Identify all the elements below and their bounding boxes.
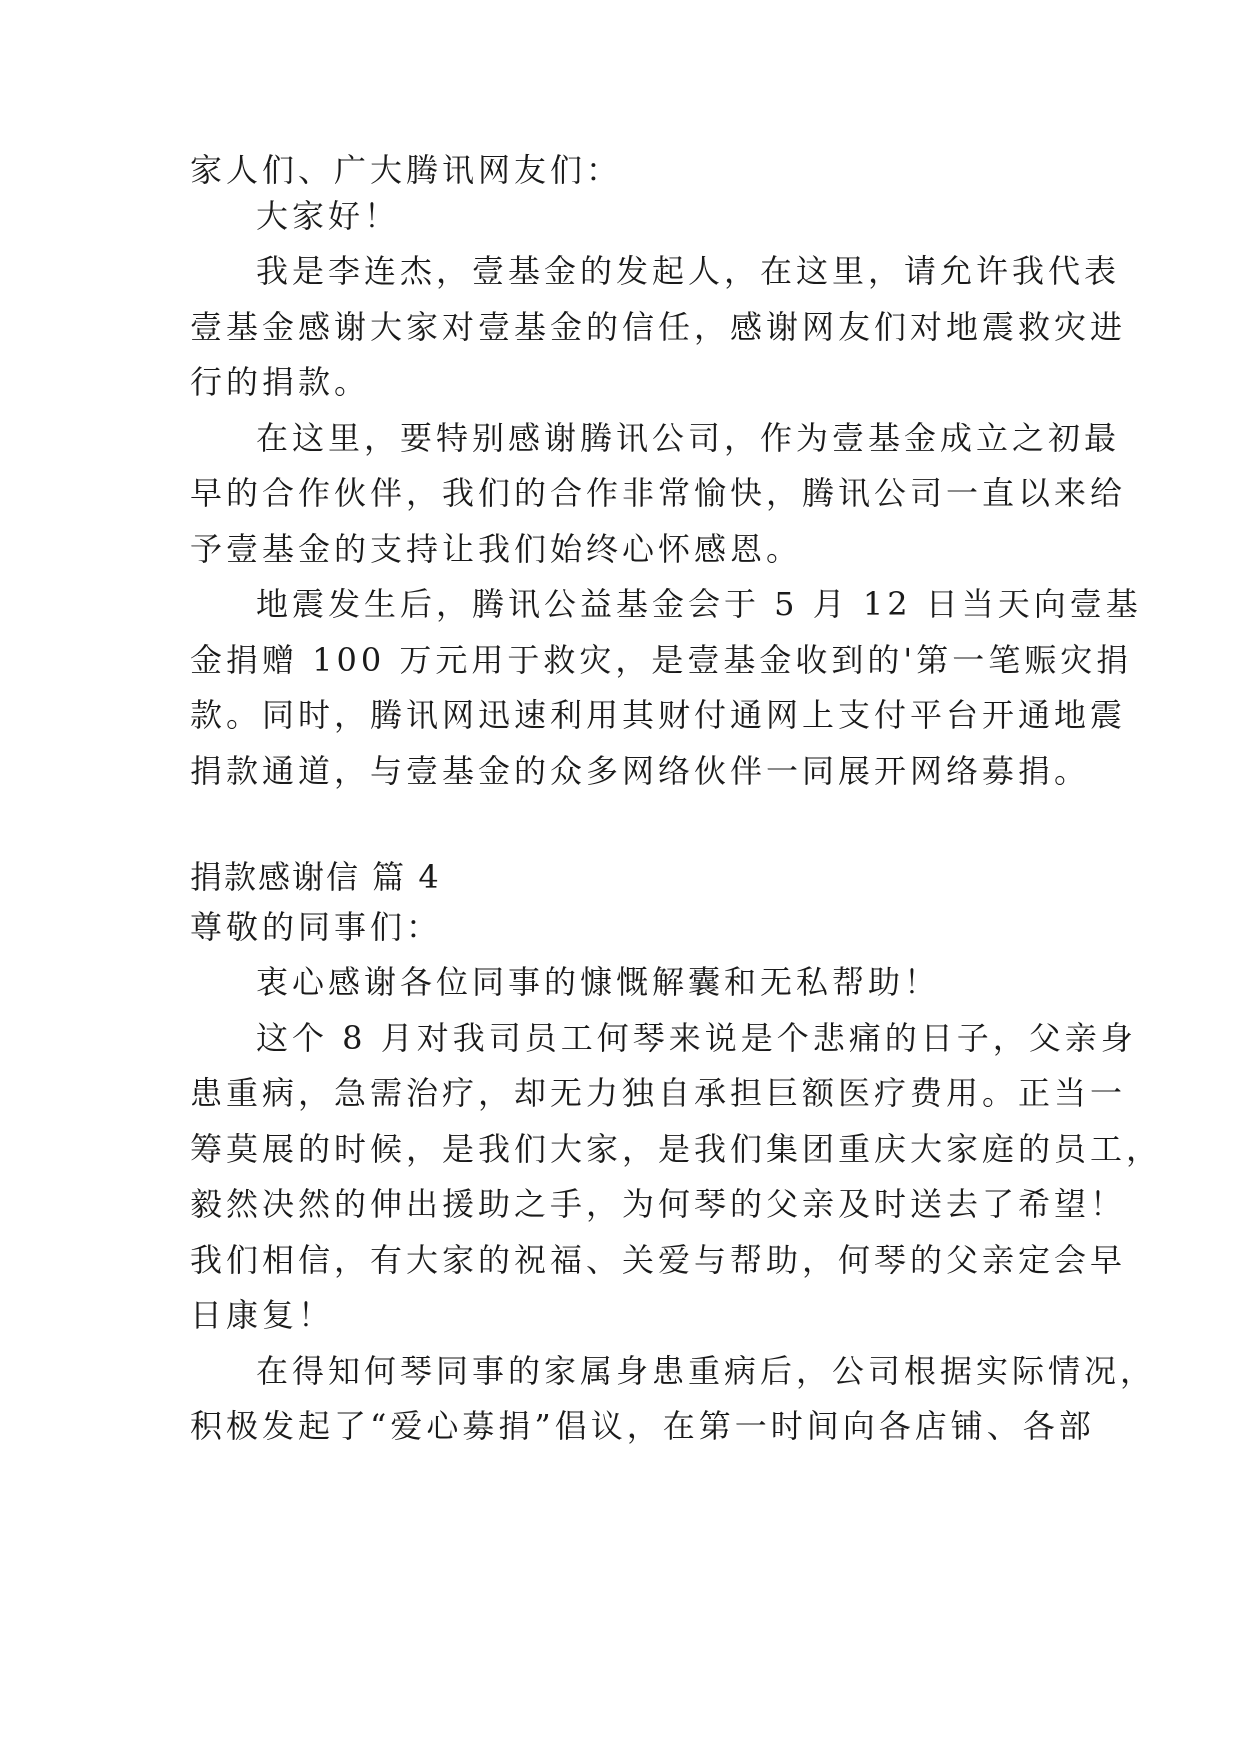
paragraph-line: 地震发生后，腾讯公益基金会于 5 月 12 日当天向壹基 bbox=[256, 585, 1142, 623]
salutation: 尊敬的同事们： bbox=[190, 908, 443, 946]
paragraph-line: 衷心感谢各位同事的慷慨解囊和无私帮助！ bbox=[256, 963, 941, 1001]
paragraph-line: 金捐赠 100 万元用于救灾，是壹基金收到的'第一笔赈灾捐 bbox=[190, 641, 1133, 679]
paragraph-line: 在这里，要特别感谢腾讯公司，作为壹基金成立之初最 bbox=[256, 419, 1121, 457]
paragraph-line: 患重病，急需治疗，却无力独自承担巨额医疗费用。正当一 bbox=[190, 1074, 1127, 1112]
paragraph-line: 我们相信，有大家的祝福、关爱与帮助，何琴的父亲定会早 bbox=[190, 1241, 1127, 1279]
paragraph-line: 早的合作伙伴，我们的合作非常愉快，腾讯公司一直以来给 bbox=[190, 474, 1127, 512]
salutation: 家人们、广大腾讯网友们： bbox=[190, 151, 623, 189]
section-title: 捐款感谢信 篇 4 bbox=[190, 858, 441, 896]
paragraph-line: 捐款通道，与壹基金的众多网络伙伴一同展开网络募捐。 bbox=[190, 752, 1091, 790]
paragraph-line: 在得知何琴同事的家属身患重病后，公司根据实际情况， bbox=[256, 1352, 1157, 1390]
paragraph-line: 行的捐款。 bbox=[190, 363, 371, 401]
paragraph-line: 筹莫展的时候，是我们大家，是我们集团重庆大家庭的员工， bbox=[190, 1130, 1163, 1168]
paragraph-line: 壹基金感谢大家对壹基金的信任，感谢网友们对地震救灾进 bbox=[190, 308, 1127, 346]
paragraph-line: 款。同时，腾讯网迅速利用其财付通网上支付平台开通地震 bbox=[190, 696, 1127, 734]
paragraph-line: 毅然决然的伸出援助之手，为何琴的父亲及时送去了希望！ bbox=[190, 1185, 1127, 1223]
paragraph-line: 予壹基金的支持让我们始终心怀感恩。 bbox=[190, 530, 803, 568]
paragraph-line: 日康复！ bbox=[190, 1296, 335, 1334]
paragraph-line: 积极发起了“爱心募捐”倡议，在第一时间向各店铺、各部 bbox=[190, 1407, 1095, 1445]
paragraph-line: 我是李连杰，壹基金的发起人，在这里，请允许我代表 bbox=[256, 252, 1121, 290]
greeting: 大家好！ bbox=[256, 197, 401, 235]
paragraph-line: 这个 8 月对我司员工何琴来说是个悲痛的日子，父亲身 bbox=[256, 1019, 1137, 1057]
